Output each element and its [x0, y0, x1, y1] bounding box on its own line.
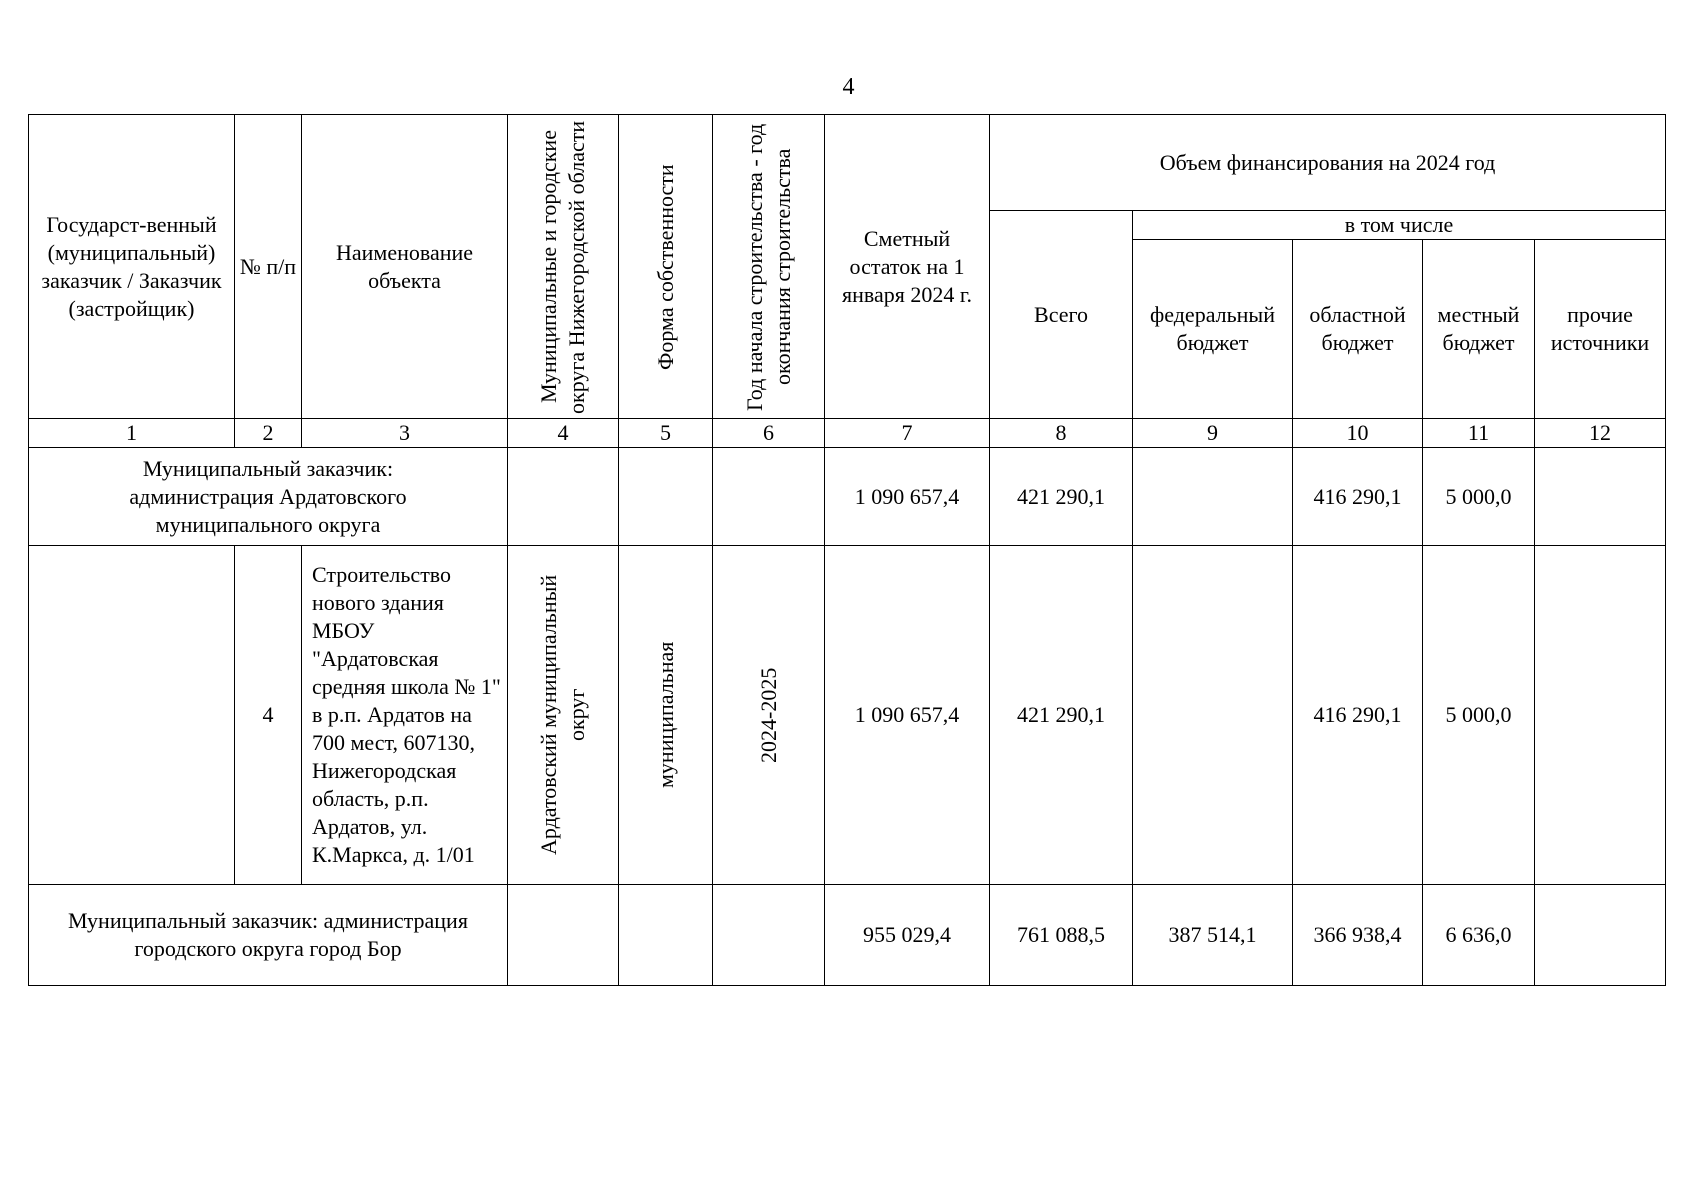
header-federal: федеральный бюджет [1133, 240, 1293, 419]
row-customer: Муниципальный заказчик: администрация городского округа город Бор [29, 885, 508, 986]
row-years: 2024-2025 [755, 667, 781, 763]
column-number: 11 [1423, 419, 1535, 448]
row-regional: 366 938,4 [1293, 885, 1423, 986]
row-years [713, 448, 825, 546]
row-municipality [508, 885, 619, 986]
row-years-cell [713, 546, 825, 885]
row-ownership-cell [619, 546, 713, 885]
row-years [713, 885, 825, 986]
row-local: 6 636,0 [1423, 885, 1535, 986]
row-estimate: 955 029,4 [825, 885, 990, 986]
row-estimate: 1 090 657,4 [825, 448, 990, 546]
row-federal [1133, 546, 1293, 885]
row-regional: 416 290,1 [1293, 546, 1423, 885]
header-including: в том числе [1133, 211, 1666, 240]
row-ownership [619, 448, 713, 546]
header-ownership-cell [619, 115, 713, 419]
row-object-name: Строительство нового здания МБОУ "Ардатовская средняя школа № 1" в р.п. Ардатов на 700 мест, 607130, Нижегородская область, р.п. Ардатов, ул. К.Маркса, д. 1/01 [302, 546, 508, 885]
column-number: 9 [1133, 419, 1293, 448]
row-ownership [619, 885, 713, 986]
header-years: Год начала строительства - год окончания строительства [741, 122, 795, 411]
row-other [1535, 885, 1666, 986]
header-total: Всего [990, 211, 1133, 419]
row-customer: Муниципальный заказчик: администрация Ардатовского муниципального округа [29, 448, 508, 546]
row-ownership: муниципальная [652, 641, 678, 789]
column-number: 1 [29, 419, 235, 448]
row-municipality [508, 448, 619, 546]
row-federal [1133, 448, 1293, 546]
header-funding: Объем финансирования на 2024 год [990, 115, 1666, 211]
header-object-name: Наименование объекта [302, 115, 508, 419]
column-number: 10 [1293, 419, 1423, 448]
column-number: 2 [235, 419, 302, 448]
header-municipality: Муниципальные и городские округа Нижегородской области [536, 119, 589, 414]
row-estimate: 1 090 657,4 [825, 546, 990, 885]
header-municipality-cell [508, 115, 619, 419]
row-number: 4 [235, 546, 302, 885]
table-row [29, 885, 1666, 986]
row-other [1535, 546, 1666, 885]
row-total: 421 290,1 [990, 546, 1133, 885]
column-number: 5 [619, 419, 713, 448]
header-customer: Государст-венный (муниципальный) заказчик / Заказчик (застройщик) [29, 115, 235, 419]
header-number: № п/п [235, 115, 302, 419]
row-local: 5 000,0 [1423, 448, 1535, 546]
column-number: 8 [990, 419, 1133, 448]
column-numbers-row [29, 419, 1666, 448]
row-local: 5 000,0 [1423, 546, 1535, 885]
page-number: 4 [842, 74, 855, 100]
row-customer [29, 546, 235, 885]
header-years-cell [713, 115, 825, 419]
row-total: 421 290,1 [990, 448, 1133, 546]
row-regional: 416 290,1 [1293, 448, 1423, 546]
header-regional: областной бюджет [1293, 240, 1423, 419]
row-federal: 387 514,1 [1133, 885, 1293, 986]
table-row [29, 546, 1666, 885]
row-municipality: Ардатовский муниципальный округ [536, 574, 589, 856]
column-number: 3 [302, 419, 508, 448]
column-number: 4 [508, 419, 619, 448]
row-total: 761 088,5 [990, 885, 1133, 986]
header-ownership: Форма собственности [652, 163, 678, 370]
column-number: 6 [713, 419, 825, 448]
financing-table [28, 114, 1666, 986]
row-other [1535, 448, 1666, 546]
header-local: местный бюджет [1423, 240, 1535, 419]
header-other: прочие источники [1535, 240, 1666, 419]
column-number: 7 [825, 419, 990, 448]
column-number: 12 [1535, 419, 1666, 448]
table-row [29, 448, 1666, 546]
row-municipality-cell [508, 546, 619, 885]
header-estimate: Сметный остаток на 1 января 2024 г. [825, 115, 990, 419]
